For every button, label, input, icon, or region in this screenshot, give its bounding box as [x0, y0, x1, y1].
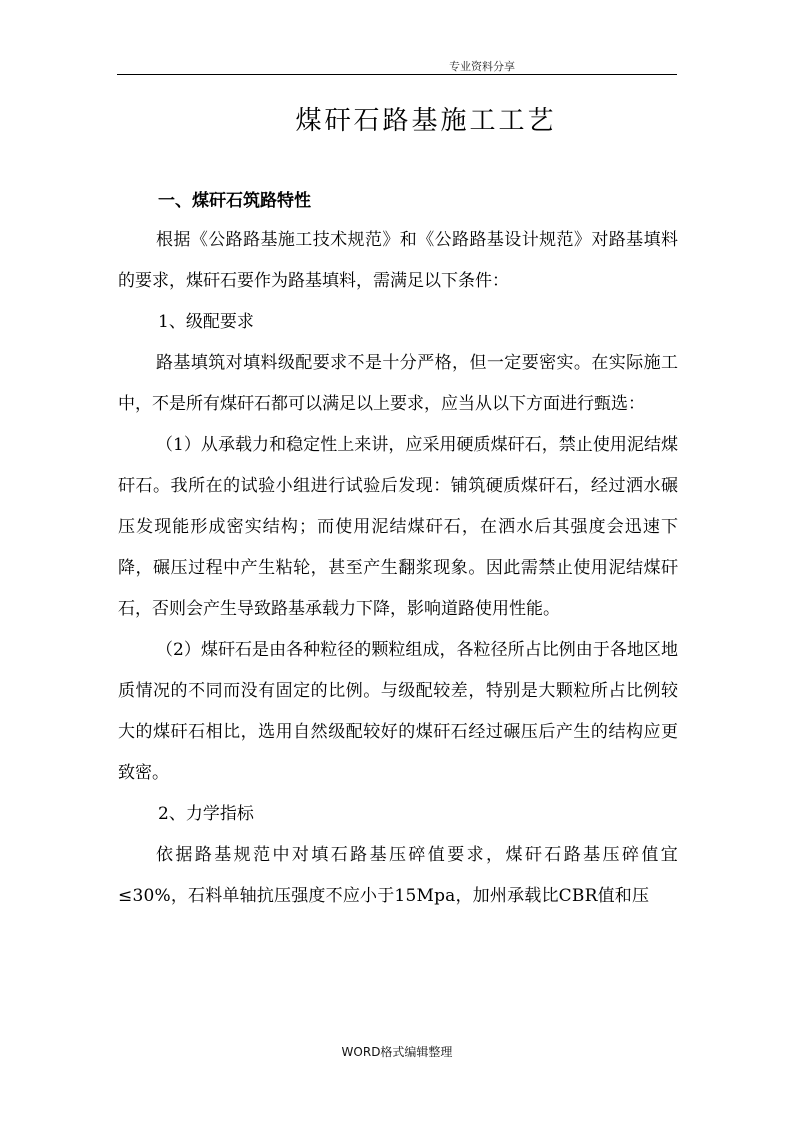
document-title: 煤矸石路基施工工艺 [295, 106, 557, 136]
section-heading-1: 一、煤矸石筑路特性 [158, 191, 311, 211]
paragraph-point-2: （2）煤矸石是由各种粒径的颗粒组成，各粒径所占比例由于各地区地质情况的不同而没有固定的比例。与级配较差，特别是大颗粒所占比例较大的煤矸石相比，选用自然级配较好的煤矸石经过碾压后产生的结构应更致密。 [118, 640, 678, 783]
paragraph-intro: 根据《公路路基施工技术规范》和《公路路基设计规范》对路基填料的要求，煤矸石要作为路基填料，需满足以下条件： [118, 230, 678, 291]
footer-label: WORD格式编辑整理 [341, 1045, 453, 1059]
header-divider [117, 74, 677, 75]
subheading-mechanics: 2、力学指标 [158, 804, 254, 824]
paragraph-mechanics: 依据路基规范中对填石路基压碎值要求，煤矸石路基压碎值宜≤30%，石料单轴抗压强度不应小于15Mpa，加州承载比CBR值和压 [118, 845, 678, 906]
document-body [118, 183, 678, 917]
paragraph-gradation: 路基填筑对填料级配要求不是十分严格，但一定要密实。在实际施工中，不是所有煤矸石都可以满足以上要求，应当从以下方面进行甄选： [118, 353, 678, 414]
header-label: 专业资料分享 [449, 60, 515, 73]
subheading-gradation: 1、级配要求 [158, 312, 254, 332]
paragraph-point-1: （1）从承载力和稳定性上来讲，应采用硬质煤矸石，禁止使用泥结煤矸石。我所在的试验小组进行试验后发现：铺筑硬质煤矸石，经过洒水碾压发现能形成密实结构；而使用泥结煤矸石，在洒水后其强度会迅速下降，碾压过程中产生粘轮，甚至产生翻浆现象。因此需禁止使用泥结煤矸石，否则会产生导致路基承载力下降，影响道路使用性能。 [118, 435, 678, 619]
